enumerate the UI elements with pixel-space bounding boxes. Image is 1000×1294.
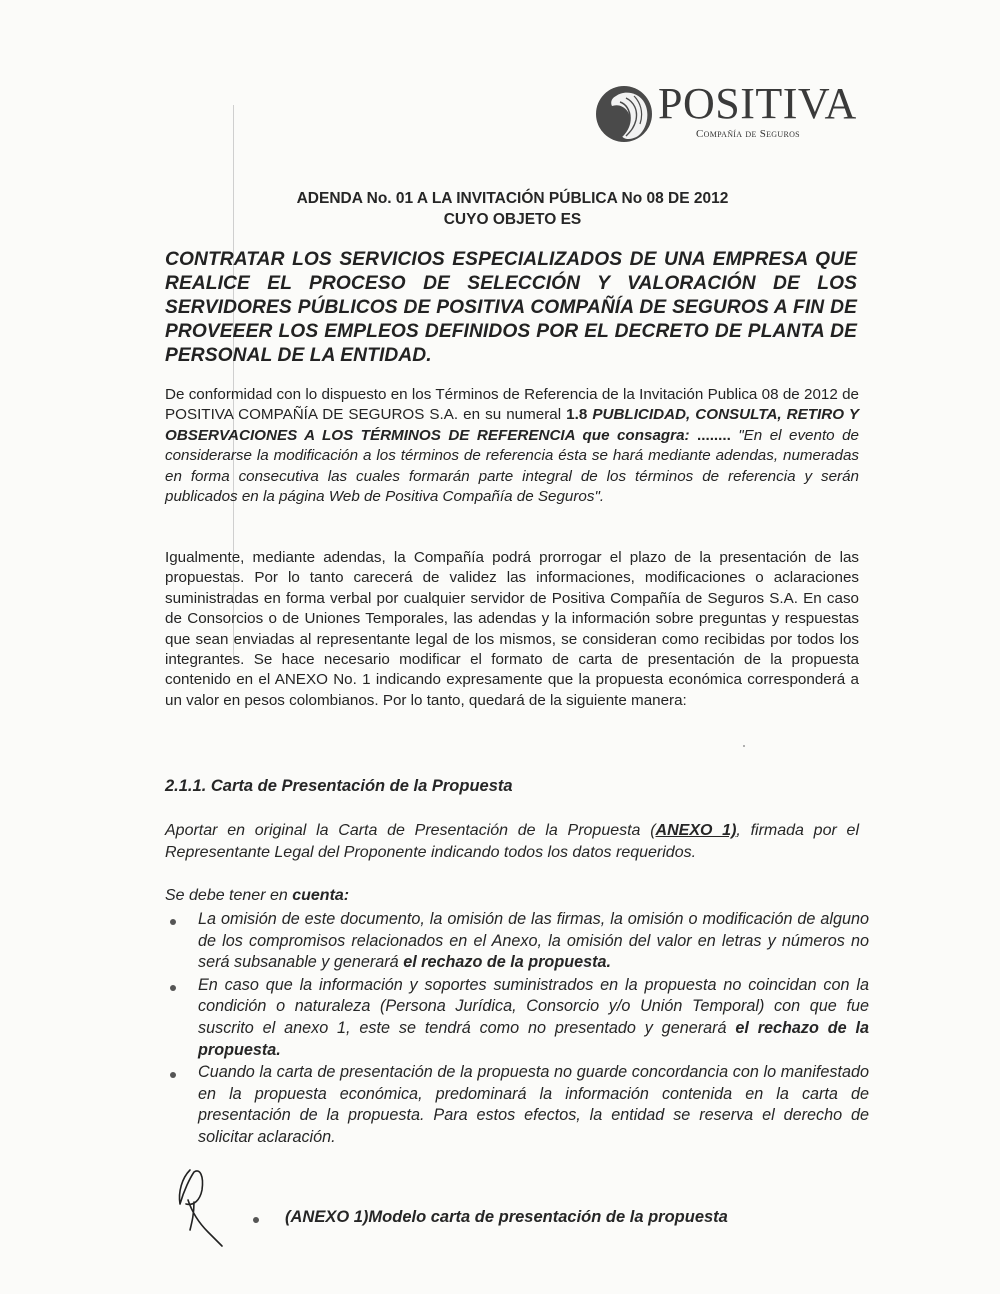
handwritten-initials <box>168 1160 238 1250</box>
section-heading: 2.1.1. Carta de Presentación de la Propuesta <box>165 777 513 795</box>
numeral-number: 1.8 <box>566 406 588 424</box>
quoted-clause: "En el evento de considerarse la modificación a los términos de referencia ésta se hará mediante adendas, numeradas en forma consecutiva las cuales formarán parte integral de los términos de referencia y serán publicados en la página Web de Positiva Compañía de Seguros". <box>165 426 859 506</box>
list-item-bold: el rechazo de la propuesta. <box>403 953 611 972</box>
paragraph-terms <box>165 385 859 507</box>
list-item-text: La omisión de este documento, la omisión de las firmas, la omisión o modificación de alguno de los compromisos relacionados en el Anexo, la omisión del valor en letras y números no será subsanable y generará <box>198 910 869 972</box>
anexo-1-model-text: (ANEXO 1)Modelo carta de presentación de la propuesta <box>285 1208 728 1226</box>
list-item-text: Cuando la carta de presentación de la propuesta no guarde concordancia con lo manifestado en la propuesta económica, predominará la información contenida en la carta de presentación de la propuesta. Para estos efectos, la entidad se reserva el derecho de solicitar aclaración. <box>198 1063 869 1146</box>
bullet-icon <box>170 985 176 991</box>
numeral-title: PUBLICIDAD, CONSULTA, RETIRO Y OBSERVACIONES A LOS TÉRMINOS DE REFERENCIA que consagra: <box>165 406 859 444</box>
bullet-icon <box>253 1217 259 1223</box>
paragraph-intro: De conformidad con lo dispuesto en los Términos de Referencia de la Invitación Publica 08 de 2012 de POSITIVA COMPAÑÍA DE SEGUROS S.A. en su numeral <box>165 386 859 424</box>
anexo-1-model-item <box>253 1208 728 1227</box>
contract-object: CONTRATAR LOS SERVICIOS ESPECIALIZADOS DE UNA EMPRESA QUE REALICE EL PROCESO DE SELECCIÓN Y VALORACIÓN DE LOS SERVIDORES PÚBLICOS DE POSITIVA COMPAÑÍA DE SEGUROS A FIN DE PROVEEER LOS EMPLEOS DEFINIDOS POR EL DECRETO DE PLANTA DE PERSONAL DE LA ENTIDAD. <box>165 249 857 366</box>
section-paragraph <box>165 820 859 864</box>
list-item-bold: el rechazo de la propuesta. <box>198 1018 869 1059</box>
globe-swirl-logo-icon <box>594 84 654 144</box>
bullet-icon <box>170 1072 176 1078</box>
section-text-after: , firmada por el Representante Legal del Proponente indicando todos los datos requeridos. <box>165 822 859 861</box>
document-title <box>240 188 785 230</box>
paragraph-addenda: Igualmente, mediante adendas, la Compañía podrá prorrogar el plazo de la presentación de las propuestas. Por lo tanto carecerá de validez las informaciones, modificaciones o aclaraciones suministradas en forma verbal por cualquier servidor de Positiva Compañía de Seguros S.A. En caso de Consorcios o de Uniones Temporales, las adendas y la información sobre preguntas y respuestas que sean enviadas al representante legal de los mismos, se consideran como recibidas por todos los integrantes. Se hace necesario modificar el formato de carta de presentación de la propuesta contenido en el ANEXO No. 1 indicando expresamente que la propuesta económica corresponderá a un valor en pesos colombianos. Por lo tanto, quedará de la siguiente manera: <box>165 549 859 709</box>
title-line-2: CUYO OBJETO ES <box>443 211 582 228</box>
ellipsis: ........ <box>689 426 739 444</box>
list-item <box>165 909 869 974</box>
considerations-list <box>165 909 869 1150</box>
section-text-before: Aportar en original la Carta de Presentación de la Propuesta ( <box>165 822 656 839</box>
anexo-1-link[interactable]: ANEXO 1) <box>655 822 737 839</box>
list-item <box>165 1062 869 1148</box>
bullet-icon <box>170 919 176 925</box>
logo-subtitle: Compañía de Seguros <box>696 128 800 140</box>
list-item <box>165 975 869 1061</box>
considerations-label <box>165 887 349 905</box>
scan-speck <box>743 745 745 747</box>
positiva-logo <box>594 79 857 150</box>
considerations-prefix: Se debe tener en <box>165 887 293 904</box>
list-item-text: En caso que la información y soportes suministrados en la propuesta no coincidan con la condición o naturaleza (Persona Jurídica, Consorcio y/o Unión Temporal) con que fue suscrito el anexo 1, este se tendrá como no presentado y generará <box>198 975 869 1037</box>
logo-wordmark: POSITIVA <box>658 79 857 128</box>
considerations-bold: cuenta: <box>292 887 350 904</box>
title-line-1: ADENDA No. 01 A LA INVITACIÓN PÚBLICA No 08 DE 2012 <box>296 190 729 207</box>
